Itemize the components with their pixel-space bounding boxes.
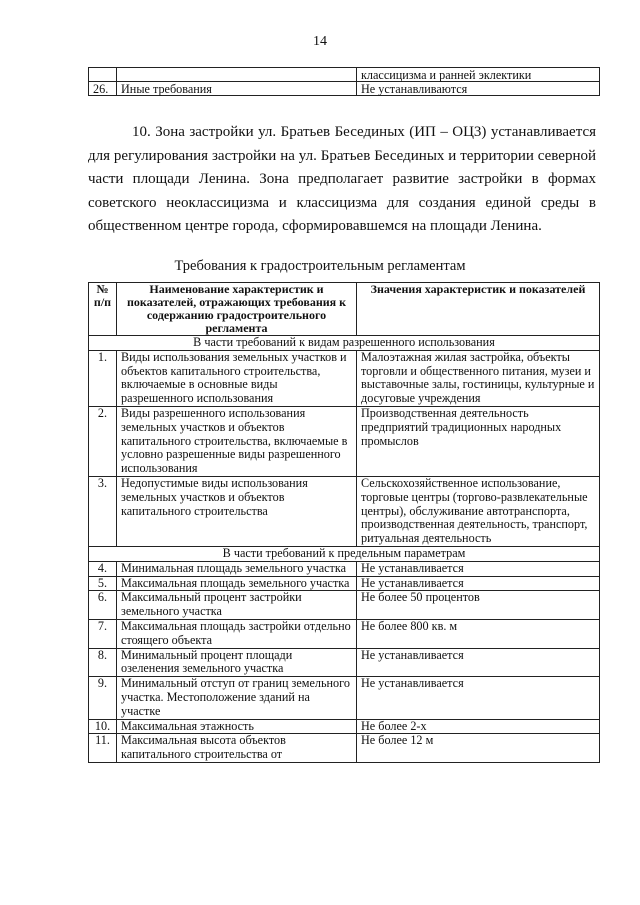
row-number: 9. [89,677,117,719]
row-value: Не устанавливается [357,648,600,677]
header-value: Значения характеристик и показателей [357,283,600,336]
row-value: Сельскохозяйственное использование, торговые центры (торгово-развлекательные центры), обслуживание автотранспорта, производственная деятельность, транспорт, ритуальная деятельность [357,476,600,546]
row-name: Максимальная этажность [117,719,357,734]
row-value: классицизма и ранней эклектики [357,68,600,82]
row-value: Не устанавливается [357,576,600,591]
row-value: Не более 50 процентов [357,591,600,620]
row-number: 6. [89,591,117,620]
row-name: Максимальная площадь земельного участка [117,576,357,591]
row-value: Малоэтажная жилая застройка, объекты торговли и общественного питания, музеи и выставочные залы, гостиницы, культурные и досуговые учреждения [357,350,600,406]
page-number: 14 [313,34,327,49]
row-value: Не устанавливается [357,677,600,719]
row-number [89,68,117,82]
table-row [89,591,600,620]
continued-table [88,67,600,96]
requirements-title: Требования к градостроительным регламентам [174,258,466,274]
row-value: Не более 800 кв. м [357,619,600,648]
row-number: 3. [89,476,117,546]
section-row [89,336,600,351]
row-value: Не устанавливается [357,561,600,576]
row-name: Недопустимые виды использования земельных участков и объектов капитального строительства [117,476,357,546]
table-row [89,476,600,546]
requirements-table [88,282,600,763]
table-row [89,561,600,576]
row-number: 26. [89,82,117,96]
row-number: 1. [89,350,117,406]
section-row [89,546,600,561]
row-value: Не более 12 м [357,734,600,763]
row-value: Не более 2-х [357,719,600,734]
table-row [89,719,600,734]
table-row [89,406,600,476]
table-row [89,648,600,677]
row-number: 4. [89,561,117,576]
section-title: В части требований к предельным параметрам [89,546,600,561]
header-name: Наименование характеристик и показателей, отражающих требования к содержанию градостроительного регламента [117,283,357,336]
table-row [89,734,600,763]
row-value: Производственная деятельность предприятий традиционных народных промыслов [357,406,600,476]
row-name: Виды разрешенного использования земельных участков и объектов капитального строительства, включаемые в условно разрешенные виды разрешенного использования [117,406,357,476]
header-number: № п/п [89,283,117,336]
row-number: 11. [89,734,117,763]
table-row [89,576,600,591]
section-title: В части требований к видам разрешенного использования [89,336,600,351]
row-name: Максимальная высота объектов капитального строительства от [117,734,357,763]
row-name: Максимальная площадь застройки отдельно стоящего объекта [117,619,357,648]
table-header-row [89,283,600,336]
table-row [89,619,600,648]
table-row [89,677,600,719]
row-name: Минимальная площадь земельного участка [117,561,357,576]
row-name: Максимальный процент застройки земельного участка [117,591,357,620]
row-number: 7. [89,619,117,648]
table-row [89,68,600,82]
row-number: 2. [89,406,117,476]
row-name: Виды использования земельных участков и объектов капитального строительства, включаемые в основные виды разрешенного использования [117,350,357,406]
zone-description: 10. Зона застройки ул. Братьев Бесединых (ИП – ОЦ3) устанавливается для регулирования застройки на ул. Братьев Бесединых и территории северной части площади Ленина. Зона предполагает развитие застройки в формах советского неоклассицизма и классицизма для создания единой среды в общественном центре города, сформировавшемся на площади Ленина. [88,124,596,234]
row-name: Иные требования [117,82,357,96]
row-number: 8. [89,648,117,677]
row-number: 5. [89,576,117,591]
row-name: Минимальный отступ от границ земельного участка. Местоположение зданий на участке [117,677,357,719]
table-row [89,350,600,406]
row-name: Минимальный процент площади озеленения земельного участка [117,648,357,677]
row-value: Не устанавливаются [357,82,600,96]
row-name [117,68,357,82]
row-number: 10. [89,719,117,734]
table-row [89,82,600,96]
